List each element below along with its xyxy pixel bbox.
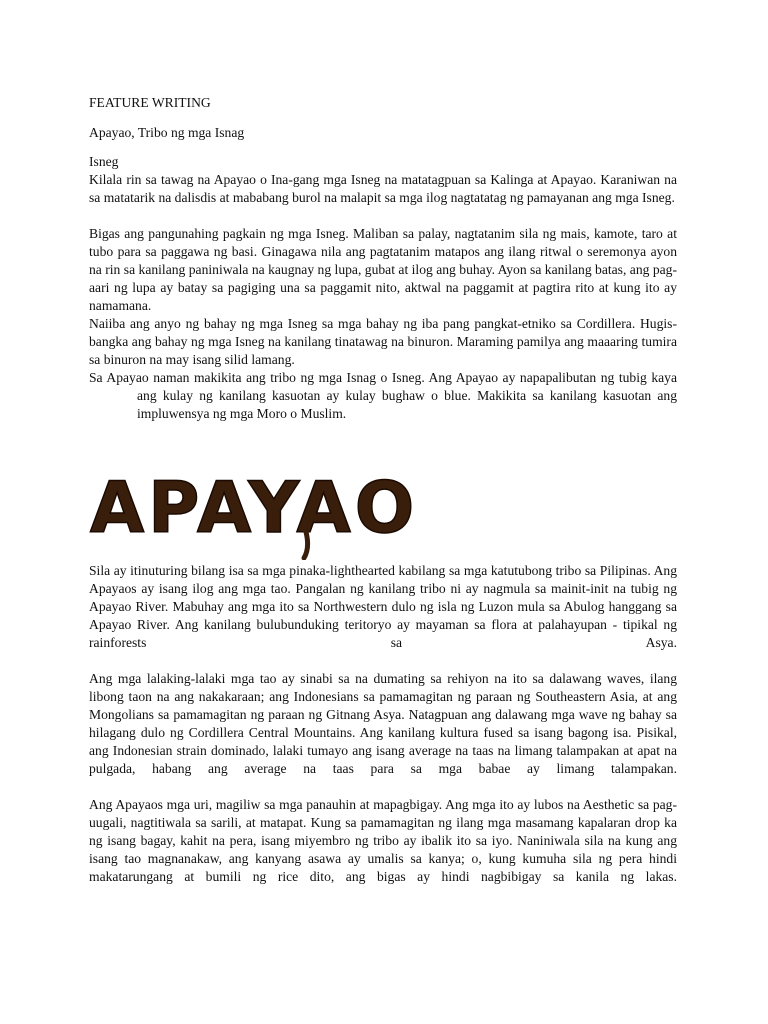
- paragraph: Ang mga lalaking-lalaki mga tao ay sinabi sa na dumating sa rehiyon na ito sa dalawang waves, ilang libong taon na ang nakakaraan; ang Indonesians sa pamamagitan ng paraan ng Southeastern Asia, at ang Mongolians sa pamamagitan ng paraan ng Gitnang Asya. Natagpuan ang dalawang mga wave ng bahay sa hilagang dulo ng Cordillera Central Mountains. Ang kanilang kultura fused sa isang bagong isa. Pisikal, ang Indonesian strain dominado, lalaki tumayo ang isang average na taas na limang talampakan at apat na pulgada, habang ang average na taas para sa mga babae ay limang talampakan.: [89, 671, 677, 776]
- section-isneg: [89, 153, 677, 423]
- document-subtitle: Apayao, Tribo ng mga Isnag: [89, 125, 245, 140]
- paragraph: Bigas ang pangunahing pagkain ng mga Isneg. Maliban sa palay, nagtatanim sila ng mais, kamote, taro at tubo para sa paggawa ng basi. Ginagawa nila ang pagtatanim matapos ang ilang ritwal o seremonya ayon na rin sa kanilang paniniwala na kaugnay ng lupa, gubat at ilog ang buhay. Ayon sa kanilang batas, ang pag-aari ng lupa ay batay sa pagiging una sa paggamit nito, aktwal na paggamit at pagtira rito at kung ito ay namamana.: [89, 226, 677, 313]
- paragraph: Kilala rin sa tawag na Apayao o Ina-gang mga Isneg na matatagpuan sa Kalinga at Apayao. Karaniwan na sa matatarik na dalisdis at mababang burol na malapit sa mga ilog nagtatatag ng pamayanan ang mga Isneg.: [89, 172, 677, 205]
- paragraph: Ang Apayaos mga uri, magiliw sa mga panauhin at mapagbigay. Ang mga ito ay lubos na Aesthetic sa pag-uugali, nagtitiwala sa sarili, at matapat. Kung sa pamamagitan ng ilang mga masamang kapalaran drop ka ng isang bagay, kahit na pera, isang miyembro ng tribo ay ibalik ito sa iyo. Naniniwala sila na kung ang isang tao magnanakaw, ang kanyang asawa ay umalis sa kanya; o, kung kumuha sila ng pera hindi makatarungang at bumili ng rice dito, ang bigas ay hindi nagbibigay sa kanila ng lakas.: [89, 797, 677, 884]
- document-title: FEATURE WRITING: [89, 95, 211, 110]
- paragraph: Naiiba ang anyo ng bahay ng mga Isneg sa mga bahay ng iba pang pangkat-etniko sa Cordillera. Hugis-bangka ang bahay ng mga Isneg na kanilang tinatawag na binuron. Maraming pamilya ang maaaring tumira sa binuron na may isang silid lamang.: [89, 316, 677, 367]
- logo-text: APAYAO: [90, 470, 419, 549]
- paragraph: Sila ay itinuturing bilang isa sa mga pinaka-lighthearted kabilang sa mga katutubong tribo sa Pilipinas. Ang Apayaos ay isang ilog ang mga tao. Pangalan ng kanilang tribo ni ay nagmula sa mainit-init na tubig ng Apayao River. Mabuhay ang mga ito sa Northwestern dulo ng isla ng Luzon mula sa Abulog hanggang sa Apayao River. Ang kanilang bulubunduking teritoryo ay mayaman sa flora at palahayupan - tipikal ng rainforests sa Asya.: [89, 563, 677, 650]
- apayao-logo-image: [88, 470, 438, 560]
- section-heading: Isneg: [89, 154, 119, 169]
- header: [89, 94, 677, 142]
- section-apayaos: [89, 562, 677, 886]
- paragraph: Sa Apayao naman makikita ang tribo ng mga Isnag o Isneg. Ang Apayao ay napapalibutan ng tubig kaya ang kulay ng kanilang kasuotan ay kulay bughaw o blue. Makikita sa kanilang kasuotan ang impluwensya ng mga Moro o Muslim.: [89, 370, 677, 421]
